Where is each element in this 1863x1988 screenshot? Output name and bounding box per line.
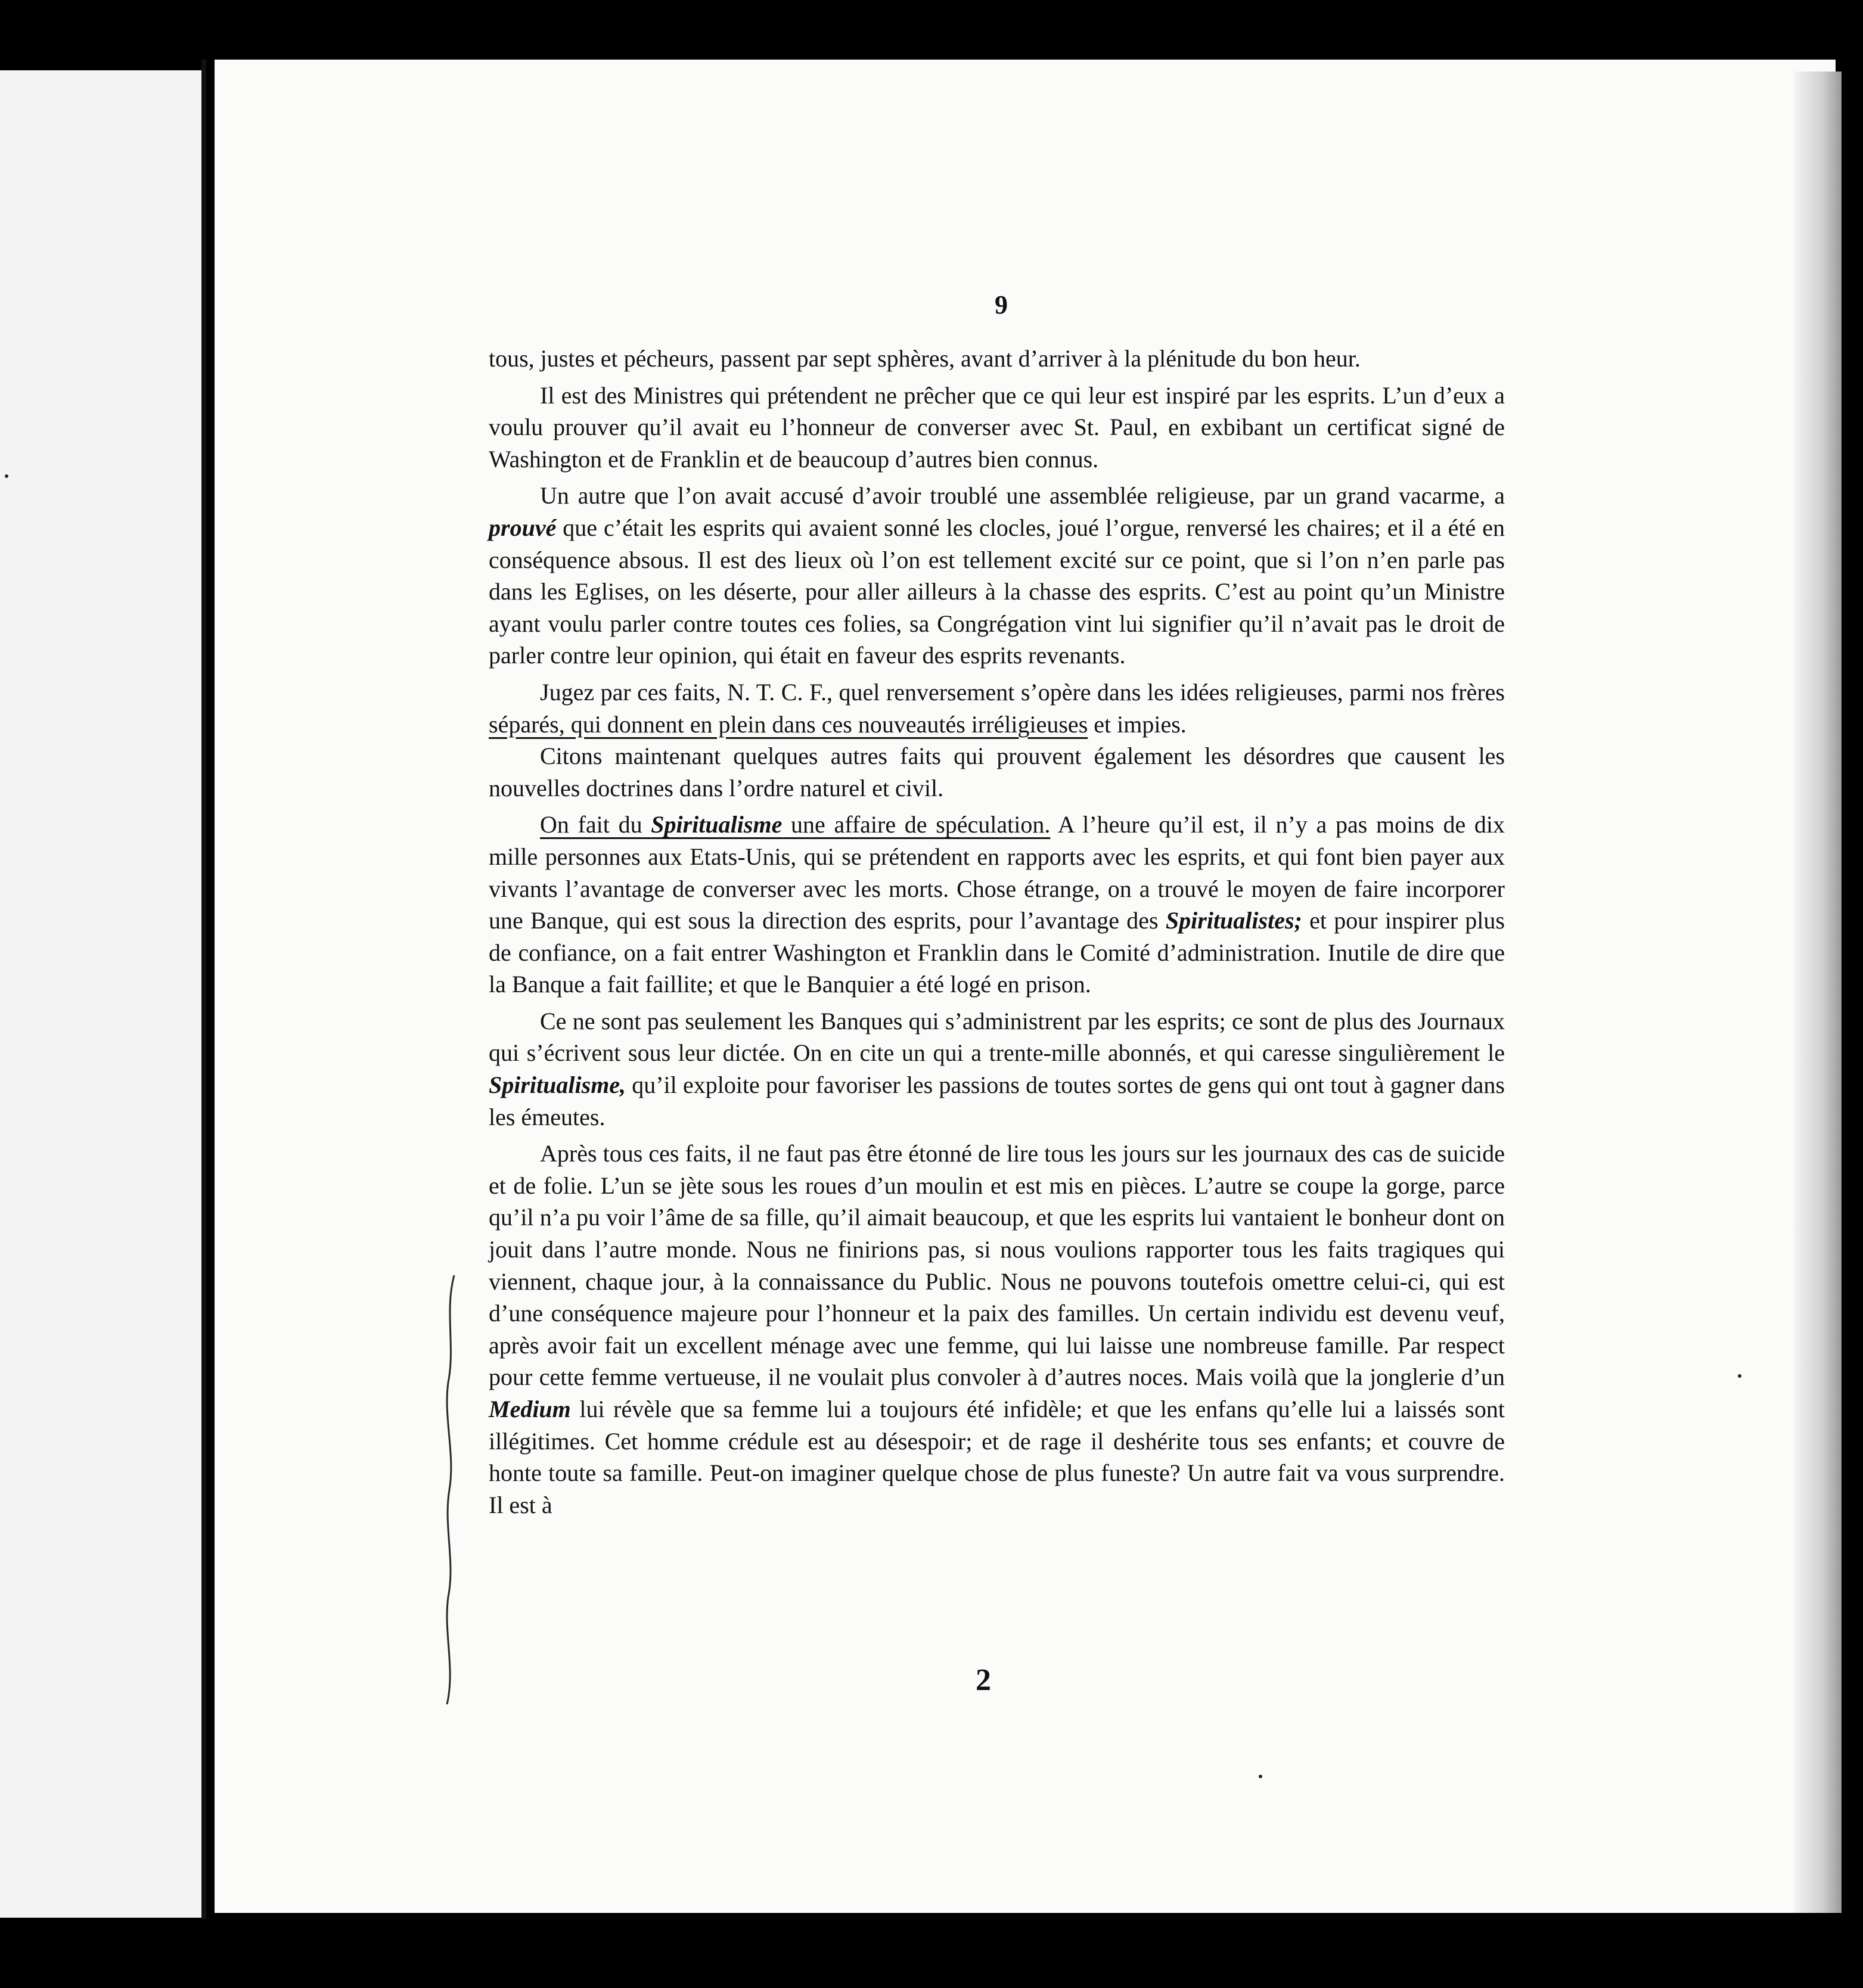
scan-speck: [1259, 1775, 1262, 1778]
text-run: Jugez par ces faits, N. T. C. F., quel renversement s’opère dans les idées religieuses, parmi nos frères: [540, 678, 1505, 706]
scan-speck: [1738, 1374, 1741, 1378]
left-page-edge: [0, 70, 201, 1918]
text-run: et impies.: [1088, 710, 1187, 738]
text-run: A l’heure qu’il est, il n’y a pas moins de dix mille personnes aux Etats-Unis, qui se prétendent en rapports avec les esprits, et qui font bien payer aux vivants l’avantage de converser avec les morts. Chose étrange, on a trouvé le moyen de faire incorporer une Banque, qui est sous la direction des esprits, pour l’avantage des: [489, 811, 1505, 934]
text-run: Ce ne sont pas seulement les Banques qui s’administrent par les esprits; ce sont de plus des Journaux qui s’écrivent sous leur dictée. On en cite un qui a trente-mille abonnés, et qui caresse singulièrement le: [489, 1007, 1505, 1067]
text-run: Citons maintenant quelques autres faits qui prouvent également les désordres que causent les nouvelles doctrines dans l’ordre naturel et civil.: [489, 743, 1505, 802]
paragraph: [489, 809, 1505, 1001]
text-run: tous, justes et pécheurs, passent par sept sphères, avant d’arriver à la plénitude du bon heur.: [489, 345, 1361, 372]
binding-gutter: [201, 60, 206, 1919]
paragraph: [489, 380, 1505, 476]
paragraph: [489, 1138, 1505, 1521]
italic-term: Spiritualistes;: [1165, 907, 1302, 934]
paragraph: [489, 343, 1505, 375]
right-page-edge: [1794, 72, 1842, 1913]
paragraph: [489, 740, 1505, 804]
paragraph: [489, 1005, 1505, 1133]
underlined-text: une affaire de spéculation.: [782, 811, 1051, 838]
signature-mark: 2: [976, 1663, 991, 1697]
underlined-italic-term: Spiritualisme: [651, 811, 783, 838]
text-run: Un autre que l’on avait accusé d’avoir troublé une assemblée religieuse, par un grand vacarme, a: [540, 482, 1505, 510]
text-run: lui révèle que sa femme lui a toujours été infidèle; et que les enfans qu’elle lui a laissés sont illégitimes. Cet homme crédule est au désespoir; et de rage il deshérite tous ses enfants; et couvre de honte toute sa famille. Peut-on imaginer quelque chose de plus funeste? Un autre fait va vous surprendre. Il est à: [489, 1396, 1505, 1518]
page-number: 9: [995, 290, 1008, 319]
scan-speck: [5, 474, 8, 478]
text-run: que c’était les esprits qui avaient sonné les clocles, joué l’orgue, renversé les chaires; et il a été en conséquence absous. Il est des lieux où l’on est tellement excité sur ce point, que si l’on n’en parle pas dans les Eglises, on les déserte, pour aller ailleurs à la chasse des esprits. C’est au point qu’un Ministre ayant voulu parler contre toutes ces folies, sa Congrégation vint lui signifier qu’il n’avait pas le droit de parler contre leur opinion, qui était en faveur des esprits revenants.: [489, 514, 1505, 669]
text-run: Après tous ces faits, il ne faut pas être étonné de lire tous les jours sur les journaux des cas de suicide et de folie. L’un se jète sous les roues d’un moulin et est mis en pièces. L’autre se coupe la gorge, parce qu’il n’a pu voir l’âme de sa fille, qu’il aimait beaucoup, et que les esprits lui vantaient le bonheur dont on jouit dans l’autre monde. Nous ne finirions pas, si nous voulions rapporter tous les faits tragiques qui viennent, chaque jour, à la connaissance du Public. Nous ne pouvons toutefois omettre celui-ci, qui est d’une conséquence majeure pour l’honneur et la paix des familles. Un certain individu est devenu veuf, après avoir fait un excellent ménage avec une femme, qui lui laisse une nombreuse famille. Par respect pour cette femme vertueuse, il ne voulait plus convoler à d’autres noces. Mais voilà que la jonglerie d’un: [489, 1140, 1505, 1391]
underlined-text: On fait du: [540, 811, 651, 838]
text-run: Il est des Ministres qui prétendent ne prêcher que ce qui leur est inspiré par les esprits. L’un d’eux a voulu prouver qu’il avait eu l’honneur de converser avec St. Paul, en exbibant un certificat signé de Washington et de Franklin et de beaucoup d’autres bien connus.: [489, 381, 1505, 473]
text-run: qu’il exploite pour favoriser les passions de toutes sortes de gens qui ont tout à gagner dans les émeutes.: [489, 1071, 1505, 1130]
handwritten-margin-bracket: [442, 1275, 460, 1704]
paragraph: [489, 676, 1505, 740]
italic-term: Medium: [489, 1396, 571, 1422]
underlined-text: séparés, qui donnent en plein dans ces nouveautés irréligieuses: [489, 710, 1088, 738]
italic-term: prouvé: [489, 514, 557, 541]
body-text: [489, 343, 1505, 1521]
text-run: et pour inspirer plus de confiance, on a fait entrer Washington et Franklin dans le Comité d’administration. Inutile de dire que la Banque a fait faillite; et que le Banquier a été logé en prison.: [489, 907, 1505, 998]
paragraph: [489, 480, 1505, 672]
italic-term: Spiritualisme,: [489, 1071, 626, 1099]
